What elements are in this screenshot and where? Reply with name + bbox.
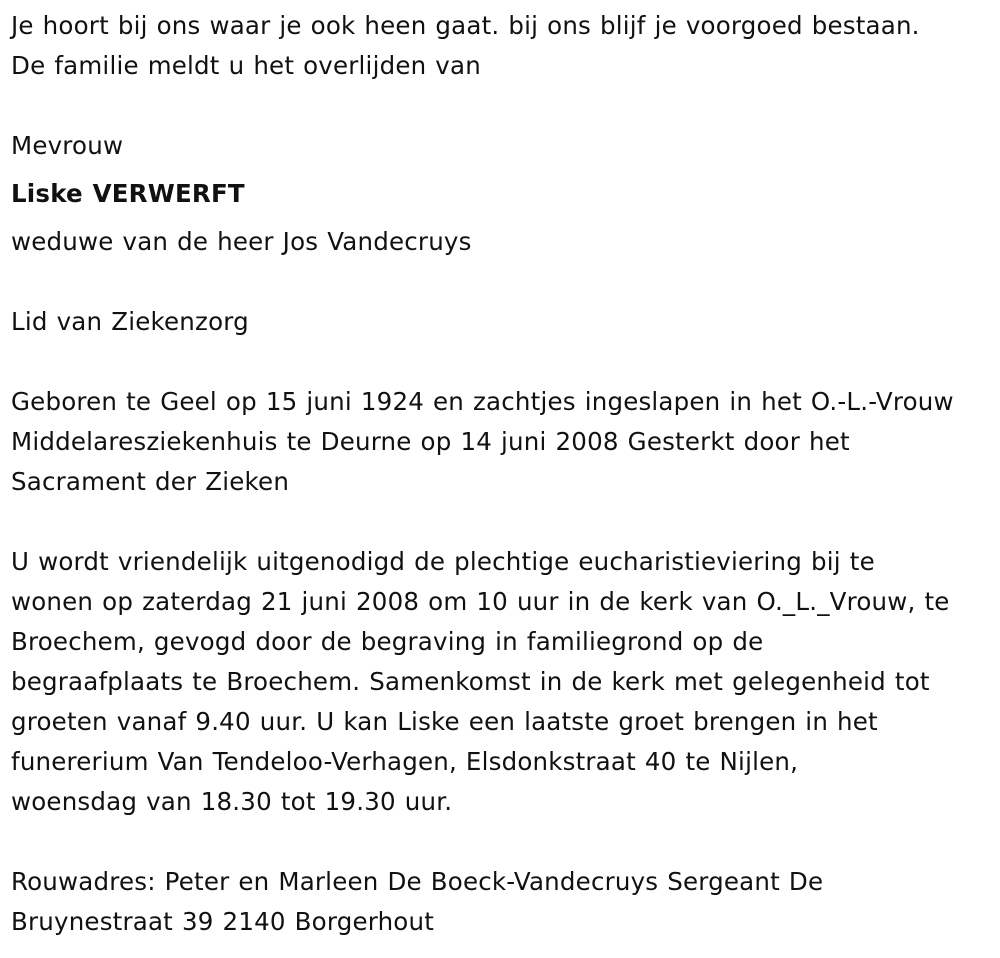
spouse-line: weduwe van de heer Jos Vandecruys — [11, 227, 472, 256]
deceased-name: Liske VERWERFT — [11, 179, 245, 208]
funeral-line: groeten vanaf 9.40 uur. U kan Liske een laatste groet brengen in het — [11, 707, 878, 736]
funeral-line: funererium Van Tendeloo-Verhagen, Elsdonkstraat 40 te Nijlen, — [11, 747, 799, 776]
intro-paragraph — [11, 6, 996, 86]
address-line: Rouwadres: Peter en Marleen De Boeck-Vandecruys Sergeant De — [11, 867, 824, 896]
birth-death-paragraph — [11, 382, 996, 502]
intro-line: Je hoort bij ons waar je ook heen gaat. bij ons blijf je voorgoed bestaan. — [11, 11, 920, 40]
honorific: Mevrouw — [11, 131, 124, 160]
obituary-notice — [11, 6, 996, 942]
birth-death-line: Sacrament der Zieken — [11, 467, 290, 496]
funeral-line: wonen op zaterdag 21 juni 2008 om 10 uur in de kerk van O._L._Vrouw, te — [11, 587, 950, 616]
birth-death-line: Geboren te Geel op 15 juni 1924 en zachtjes ingeslapen in het O.-L.-Vrouw — [11, 387, 954, 416]
intro-line: De familie meldt u het overlijden van — [11, 51, 481, 80]
membership: Lid van Ziekenzorg — [11, 307, 249, 336]
funeral-line: Broechem, gevogd door de begraving in familiegrond op de — [11, 627, 764, 656]
funeral-line: woensdag van 18.30 tot 19.30 uur. — [11, 787, 453, 816]
mourning-address — [11, 862, 996, 942]
funeral-line: begraafplaats te Broechem. Samenkomst in de kerk met gelegenheid tot — [11, 667, 930, 696]
funeral-line: U wordt vriendelijk uitgenodigd de plechtige eucharistieviering bij te — [11, 547, 875, 576]
address-line: Bruynestraat 39 2140 Borgerhout — [11, 907, 435, 936]
birth-death-line: Middelaresziekenhuis te Deurne op 14 juni 2008 Gesterkt door het — [11, 427, 850, 456]
funeral-paragraph — [11, 542, 996, 822]
